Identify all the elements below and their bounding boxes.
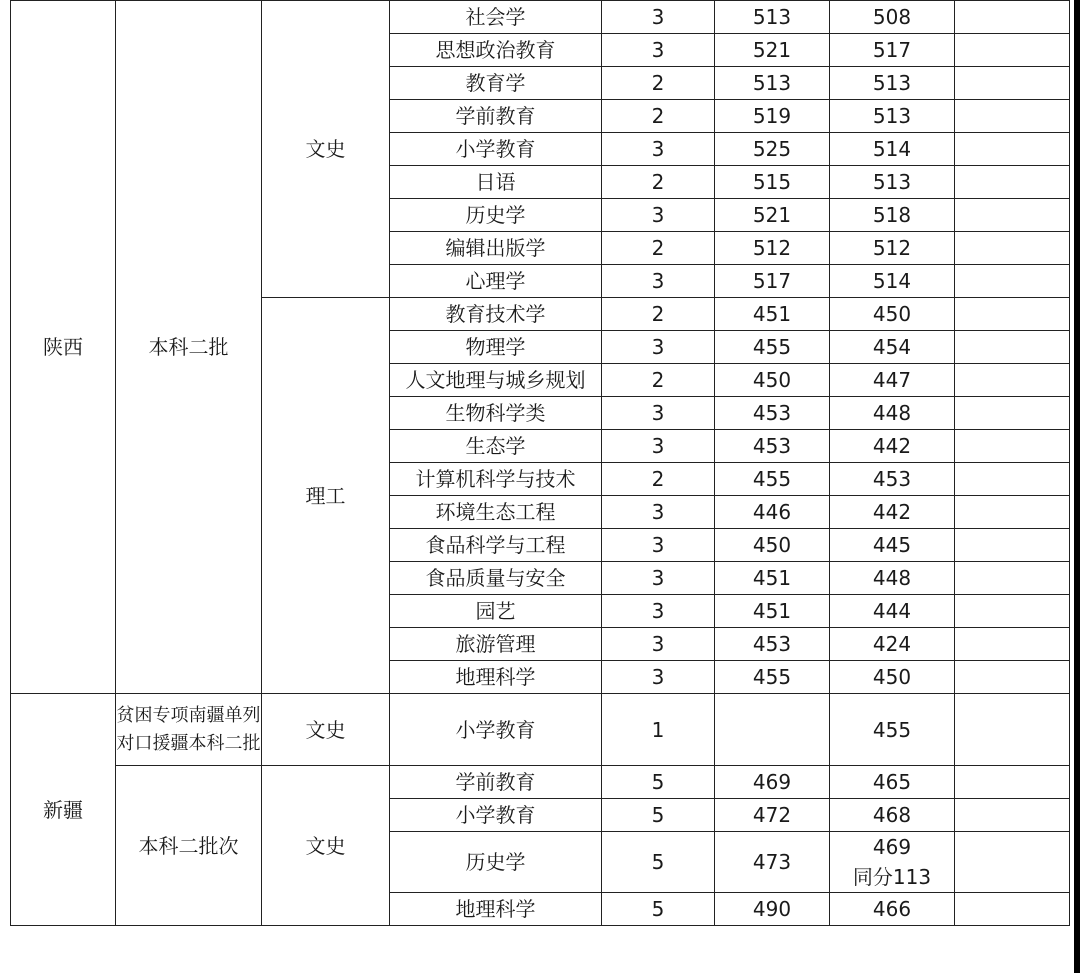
major-cell: 历史学 <box>390 832 602 893</box>
plan-cell: 3 <box>602 265 715 298</box>
min-score-cell: 447 <box>830 364 955 397</box>
min-score-value: 469 <box>872 835 912 859</box>
plan-cell: 3 <box>602 496 715 529</box>
max-score-cell: 455 <box>715 463 830 496</box>
note-cell <box>955 496 1070 529</box>
major-cell: 生物科学类 <box>390 397 602 430</box>
major-cell: 计算机科学与技术 <box>390 463 602 496</box>
max-score-cell <box>715 694 830 766</box>
note-cell <box>955 397 1070 430</box>
score-table-container <box>10 0 1070 926</box>
note-cell <box>955 265 1070 298</box>
plan-cell: 2 <box>602 166 715 199</box>
major-cell: 旅游管理 <box>390 628 602 661</box>
note-cell <box>955 100 1070 133</box>
plan-cell: 2 <box>602 364 715 397</box>
min-score-cell: 466 <box>830 893 955 926</box>
min-score-cell: 448 <box>830 397 955 430</box>
plan-cell: 2 <box>602 67 715 100</box>
min-score-cell: 424 <box>830 628 955 661</box>
min-score-cell: 442 <box>830 430 955 463</box>
plan-cell: 3 <box>602 331 715 364</box>
major-cell: 思想政治教育 <box>390 34 602 67</box>
max-score-cell: 453 <box>715 430 830 463</box>
major-cell: 物理学 <box>390 331 602 364</box>
plan-cell: 3 <box>602 34 715 67</box>
major-cell: 教育学 <box>390 67 602 100</box>
max-score-cell: 513 <box>715 67 830 100</box>
min-score-cell: 514 <box>830 133 955 166</box>
province-cell: 陕西 <box>11 1 116 694</box>
max-score-cell: 472 <box>715 799 830 832</box>
batch-cell: 本科二批次 <box>116 766 262 926</box>
min-score-cell: 513 <box>830 67 955 100</box>
plan-cell: 3 <box>602 1 715 34</box>
batch-cell: 本科二批 <box>116 1 262 694</box>
plan-cell: 3 <box>602 595 715 628</box>
plan-cell: 1 <box>602 694 715 766</box>
plan-cell: 3 <box>602 562 715 595</box>
major-cell: 日语 <box>390 166 602 199</box>
note-cell <box>955 694 1070 766</box>
max-score-cell: 515 <box>715 166 830 199</box>
province-cell: 新疆 <box>11 694 116 926</box>
plan-cell: 3 <box>602 529 715 562</box>
max-score-cell: 451 <box>715 595 830 628</box>
max-score-cell: 450 <box>715 529 830 562</box>
note-cell <box>955 562 1070 595</box>
plan-cell: 2 <box>602 232 715 265</box>
max-score-cell: 453 <box>715 397 830 430</box>
plan-cell: 3 <box>602 397 715 430</box>
note-cell <box>955 529 1070 562</box>
plan-cell: 3 <box>602 628 715 661</box>
major-cell: 社会学 <box>390 1 602 34</box>
major-cell: 人文地理与城乡规划 <box>390 364 602 397</box>
min-score-cell: 444 <box>830 595 955 628</box>
batch-line: 贫困专项南疆单列 <box>116 704 261 726</box>
plan-cell: 5 <box>602 893 715 926</box>
min-score-cell: 514 <box>830 265 955 298</box>
plan-cell: 2 <box>602 463 715 496</box>
plan-cell: 2 <box>602 100 715 133</box>
min-score-cell: 454 <box>830 331 955 364</box>
min-score-cell: 448 <box>830 562 955 595</box>
note-cell <box>955 463 1070 496</box>
min-score-cell: 512 <box>830 232 955 265</box>
min-score-cell: 450 <box>830 661 955 694</box>
page-edge-divider <box>1074 0 1080 973</box>
max-score-cell: 446 <box>715 496 830 529</box>
max-score-cell: 519 <box>715 100 830 133</box>
plan-cell: 3 <box>602 199 715 232</box>
max-score-cell: 451 <box>715 298 830 331</box>
major-cell: 学前教育 <box>390 766 602 799</box>
track-cell: 文史 <box>262 694 390 766</box>
major-cell: 小学教育 <box>390 799 602 832</box>
max-score-cell: 521 <box>715 34 830 67</box>
plan-cell: 5 <box>602 799 715 832</box>
note-cell <box>955 199 1070 232</box>
major-cell: 教育技术学 <box>390 298 602 331</box>
note-cell <box>955 430 1070 463</box>
min-score-cell: 517 <box>830 34 955 67</box>
track-cell: 文史 <box>262 766 390 926</box>
major-cell: 食品科学与工程 <box>390 529 602 562</box>
plan-cell: 3 <box>602 661 715 694</box>
note-cell <box>955 232 1070 265</box>
note-cell <box>955 298 1070 331</box>
max-score-cell: 455 <box>715 661 830 694</box>
max-score-cell: 473 <box>715 832 830 893</box>
note-cell <box>955 628 1070 661</box>
min-score-cell: 442 <box>830 496 955 529</box>
major-cell: 环境生态工程 <box>390 496 602 529</box>
batch-cell <box>116 694 262 766</box>
note-cell <box>955 331 1070 364</box>
min-score-cell: 450 <box>830 298 955 331</box>
note-cell <box>955 166 1070 199</box>
min-score-cell <box>830 832 955 893</box>
note-cell <box>955 832 1070 893</box>
track-cell: 文史 <box>262 1 390 298</box>
note-cell <box>955 595 1070 628</box>
major-cell: 编辑出版学 <box>390 232 602 265</box>
min-score-cell: 455 <box>830 694 955 766</box>
major-cell: 地理科学 <box>390 893 602 926</box>
max-score-cell: 512 <box>715 232 830 265</box>
plan-cell: 5 <box>602 766 715 799</box>
max-score-cell: 513 <box>715 1 830 34</box>
min-score-cell: 513 <box>830 100 955 133</box>
note-cell <box>955 1 1070 34</box>
max-score-cell: 517 <box>715 265 830 298</box>
major-cell: 心理学 <box>390 265 602 298</box>
min-score-cell: 513 <box>830 166 955 199</box>
tie-note: 同分113 <box>852 865 932 889</box>
max-score-cell: 451 <box>715 562 830 595</box>
max-score-cell: 450 <box>715 364 830 397</box>
table-row <box>11 694 1070 766</box>
major-cell: 生态学 <box>390 430 602 463</box>
note-cell <box>955 133 1070 166</box>
note-cell <box>955 799 1070 832</box>
note-cell <box>955 364 1070 397</box>
plan-cell: 5 <box>602 832 715 893</box>
min-score-cell: 445 <box>830 529 955 562</box>
plan-cell: 3 <box>602 430 715 463</box>
max-score-cell: 521 <box>715 199 830 232</box>
note-cell <box>955 766 1070 799</box>
table-row <box>11 1 1070 34</box>
major-cell: 食品质量与安全 <box>390 562 602 595</box>
admission-score-table <box>10 0 1070 926</box>
plan-cell: 2 <box>602 298 715 331</box>
note-cell <box>955 67 1070 100</box>
major-cell: 小学教育 <box>390 133 602 166</box>
max-score-cell: 453 <box>715 628 830 661</box>
max-score-cell: 469 <box>715 766 830 799</box>
major-cell: 学前教育 <box>390 100 602 133</box>
track-cell: 理工 <box>262 298 390 694</box>
min-score-cell: 508 <box>830 1 955 34</box>
min-score-cell: 468 <box>830 799 955 832</box>
note-cell <box>955 661 1070 694</box>
plan-cell: 3 <box>602 133 715 166</box>
note-cell <box>955 893 1070 926</box>
major-cell: 地理科学 <box>390 661 602 694</box>
major-cell: 小学教育 <box>390 694 602 766</box>
min-score-cell: 518 <box>830 199 955 232</box>
min-score-cell: 453 <box>830 463 955 496</box>
major-cell: 历史学 <box>390 199 602 232</box>
major-cell: 园艺 <box>390 595 602 628</box>
max-score-cell: 490 <box>715 893 830 926</box>
min-score-cell: 465 <box>830 766 955 799</box>
max-score-cell: 525 <box>715 133 830 166</box>
batch-line: 对口援疆本科二批 <box>116 732 261 754</box>
max-score-cell: 455 <box>715 331 830 364</box>
table-row <box>11 766 1070 799</box>
note-cell <box>955 34 1070 67</box>
